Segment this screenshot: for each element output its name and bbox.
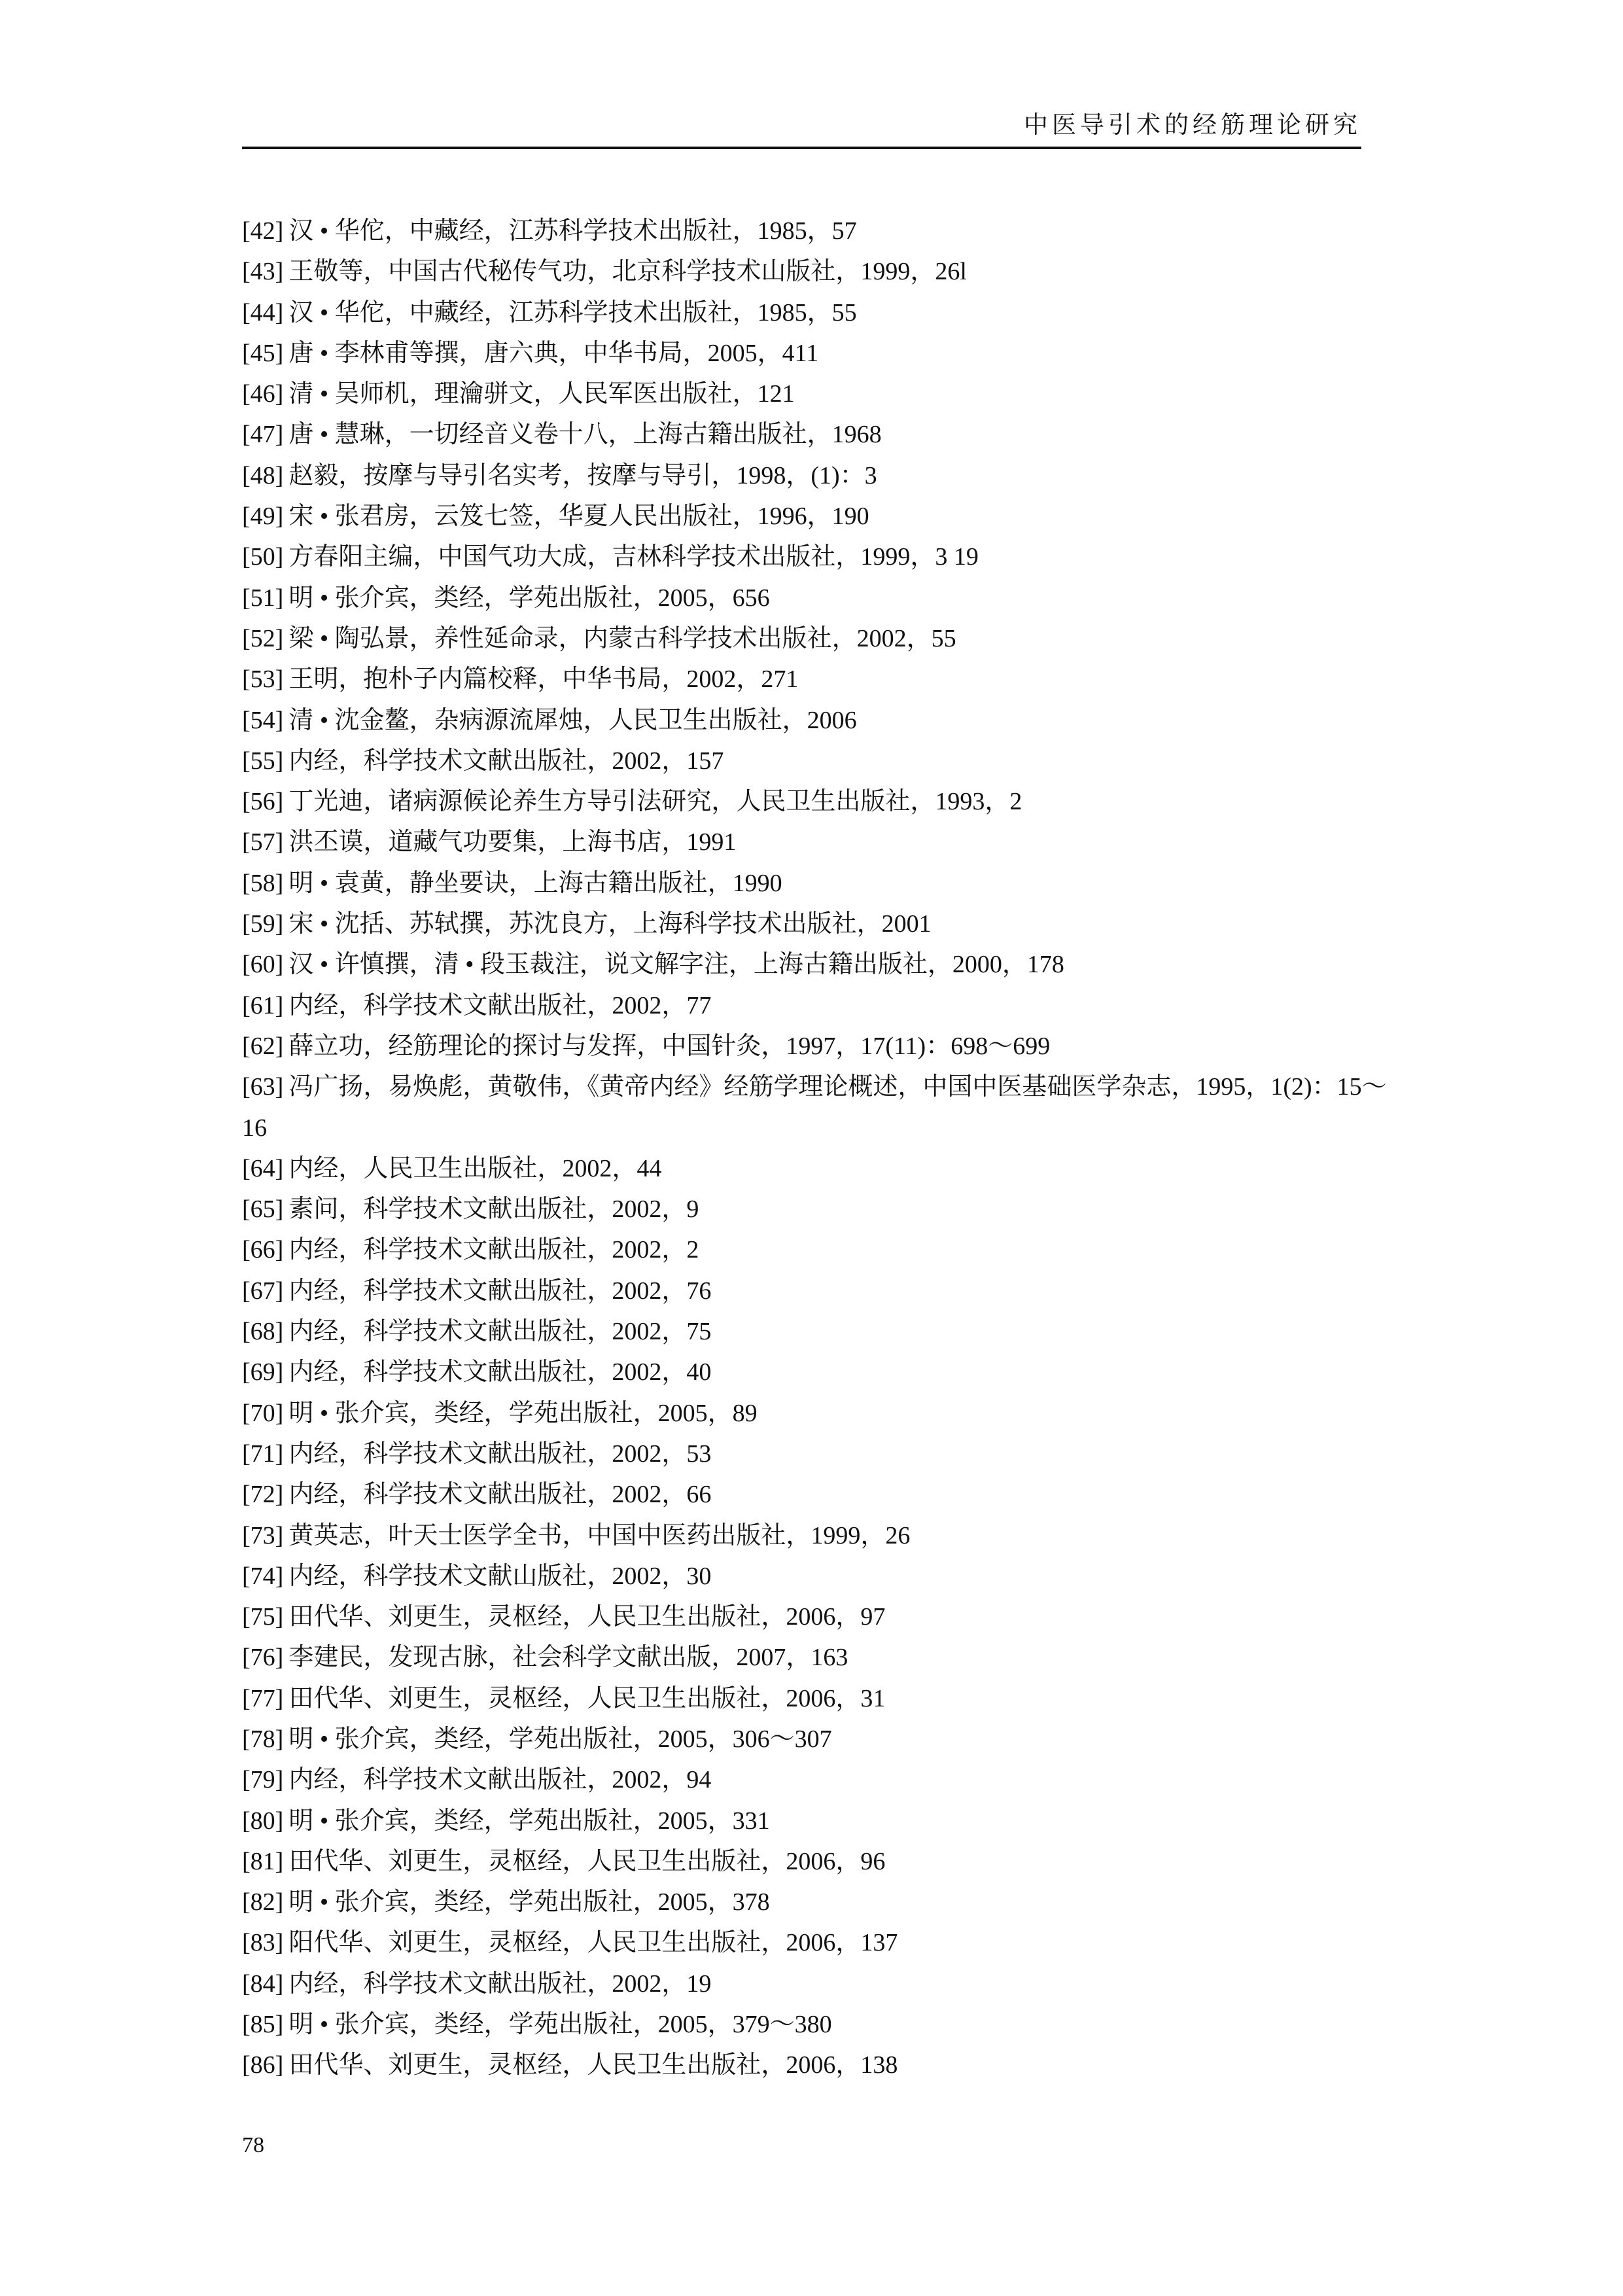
reference-item xyxy=(242,863,1406,904)
reference-item xyxy=(242,1637,1406,1678)
reference-item xyxy=(242,251,1406,292)
reference-item xyxy=(242,700,1406,741)
reference-number: [59] xyxy=(242,910,284,938)
reference-number: [44] xyxy=(242,298,284,327)
reference-number: [43] xyxy=(242,258,284,286)
reference-number: [63] xyxy=(242,1073,284,1101)
reference-item xyxy=(242,1719,1406,1759)
reference-number: [75] xyxy=(242,1603,284,1631)
reference-text: 内经，科学技术文献出版社，2002，76 xyxy=(288,1277,712,1305)
reference-text: 内经，科学技术文献出版社，2002，19 xyxy=(288,1969,712,1998)
reference-item xyxy=(242,1393,1406,1434)
reference-text: 王敬等，中国古代秘传气功，北京科学技术山版社，1999，26l xyxy=(288,258,967,286)
reference-list xyxy=(242,211,1406,2086)
reference-number: [79] xyxy=(242,1766,284,1794)
reference-number: [84] xyxy=(242,1969,284,1998)
running-header: 中医导引术的经筋理论研究 xyxy=(1024,111,1361,139)
reference-item xyxy=(242,1434,1406,1474)
reference-text: 素问，科学技术文献出版社，2002，9 xyxy=(288,1195,699,1224)
reference-number: [77] xyxy=(242,1684,284,1712)
reference-item xyxy=(242,1189,1406,1229)
reference-text: 汉 • 华佗，中藏经，江苏科学技术出版社，1985，55 xyxy=(288,298,857,327)
reference-text: 内经，科学技术文献山版社，2002，30 xyxy=(288,1562,712,1590)
reference-item xyxy=(242,537,1406,577)
reference-number: [54] xyxy=(242,706,284,734)
reference-text: 明 • 张介宾，类经，学苑出版社，2005，306～307 xyxy=(288,1725,832,1753)
reference-text: 田代华、刘更生，灵枢经，人民卫生出版社，2006，138 xyxy=(288,2051,898,2079)
reference-text: 清 • 沈金鳌，杂病源流犀烛，人民卫生出版社，2006 xyxy=(288,706,857,734)
reference-number: [64] xyxy=(242,1154,284,1182)
header-rule xyxy=(242,147,1361,149)
reference-number: [70] xyxy=(242,1399,284,1427)
reference-item xyxy=(242,1026,1406,1067)
reference-text: 汉 • 华佗，中藏经，江苏科学技术出版社，1985，57 xyxy=(288,217,857,245)
reference-number: [76] xyxy=(242,1644,284,1672)
reference-item xyxy=(242,618,1406,659)
reference-number: [68] xyxy=(242,1318,284,1346)
reference-item xyxy=(242,944,1406,985)
reference-number: [83] xyxy=(242,1929,284,1957)
reference-number: [52] xyxy=(242,624,284,652)
reference-text: 冯广扬，易焕彪，黄敬伟，《黄帝内经》经筋学理论概述，中国中医基础医学杂志，1995，1(2)：15～16 xyxy=(242,1073,1387,1142)
reference-text: 明 • 张介宾，类经，学苑出版社，2005，331 xyxy=(288,1807,770,1835)
reference-item xyxy=(242,1678,1406,1719)
reference-number: [67] xyxy=(242,1277,284,1305)
reference-text: 内经，科学技术文献出版社，2002，40 xyxy=(288,1358,712,1386)
reference-text: 唐 • 李林甫等撰，唐六典，中华书局，2005，411 xyxy=(288,339,819,367)
reference-number: [48] xyxy=(242,461,284,489)
reference-text: 内经，科学技术文献出版社，2002，75 xyxy=(288,1318,712,1346)
reference-item xyxy=(242,1148,1406,1189)
reference-item xyxy=(242,659,1406,699)
reference-item xyxy=(242,1352,1406,1392)
reference-number: [81] xyxy=(242,1847,284,1875)
reference-number: [78] xyxy=(242,1725,284,1753)
reference-text: 田代华、刘更生，灵枢经，人民卫生出版社，2006，96 xyxy=(288,1847,886,1875)
reference-item xyxy=(242,1759,1406,1800)
reference-text: 内经，人民卫生出版社，2002，44 xyxy=(288,1154,662,1182)
reference-item xyxy=(242,1882,1406,1922)
reference-text: 薛立功，经筋理论的探讨与发挥，中国针灸，1997，17(11)：698～699 xyxy=(288,1032,1051,1060)
reference-number: [69] xyxy=(242,1358,284,1386)
reference-number: [80] xyxy=(242,1807,284,1835)
reference-text: 田代华、刘更生，灵枢经，人民卫生出版社，2006，97 xyxy=(288,1603,886,1631)
reference-number: [49] xyxy=(242,503,284,531)
reference-text: 明 • 张介宾，类经，学苑出版社，2005，656 xyxy=(288,584,770,612)
reference-text: 宋 • 张君房，云笈七签，华夏人民出版社，1996，190 xyxy=(288,503,869,531)
reference-item xyxy=(242,1964,1406,2004)
reference-text: 汉 • 许慎撰，清 • 段玉裁注，说文解字注，上海古籍出版社，2000，178 xyxy=(288,951,1064,979)
reference-item xyxy=(242,333,1406,374)
reference-item xyxy=(242,578,1406,618)
reference-text: 明 • 张介宾，类经，学苑出版社，2005，89 xyxy=(288,1399,758,1427)
reference-number: [42] xyxy=(242,217,284,245)
reference-item xyxy=(242,496,1406,537)
reference-item xyxy=(242,1515,1406,1556)
reference-item xyxy=(242,1922,1406,1963)
reference-item xyxy=(242,1067,1406,1148)
reference-number: [47] xyxy=(242,421,284,449)
reference-text: 唐 • 慧琳，一切经音义卷十八，上海古籍出版社，1968 xyxy=(288,421,882,449)
reference-item xyxy=(242,822,1406,862)
reference-item xyxy=(242,1597,1406,1637)
reference-text: 内经，科学技术文献出版社，2002，66 xyxy=(288,1481,712,1509)
reference-text: 内经，科学技术文献出版社，2002，94 xyxy=(288,1766,712,1794)
reference-text: 阳代华、刘更生，灵枢经，人民卫生出版社，2006，137 xyxy=(288,1929,898,1957)
reference-item xyxy=(242,455,1406,496)
reference-text: 王明，抱朴子内篇校释，中华书局，2002，271 xyxy=(288,665,799,694)
reference-text: 丁光迪，诸病源候论养生方导引法研究，人民卫生出版社，1993，2 xyxy=(288,788,1022,816)
reference-text: 内经，科学技术文献出版社，2002，2 xyxy=(288,1236,699,1264)
reference-item xyxy=(242,1801,1406,1841)
reference-number: [72] xyxy=(242,1481,284,1509)
reference-number: [74] xyxy=(242,1562,284,1590)
reference-item xyxy=(242,211,1406,251)
reference-text: 清 • 吴师机，理瀹骈文，人民军医出版社，121 xyxy=(288,380,795,408)
page-number: 78 xyxy=(242,2133,264,2157)
reference-item xyxy=(242,1841,1406,1882)
reference-number: [50] xyxy=(242,543,284,571)
reference-item xyxy=(242,1556,1406,1597)
reference-item xyxy=(242,374,1406,414)
reference-number: [46] xyxy=(242,380,284,408)
reference-item xyxy=(242,414,1406,455)
reference-item xyxy=(242,1474,1406,1515)
reference-item xyxy=(242,1271,1406,1311)
reference-item xyxy=(242,1229,1406,1270)
reference-number: [58] xyxy=(242,869,284,897)
reference-text: 洪丕谟，道藏气功要集，上海书店，1991 xyxy=(288,828,737,857)
reference-number: [65] xyxy=(242,1195,284,1224)
reference-number: [56] xyxy=(242,788,284,816)
reference-text: 赵毅，按摩与导引名实考，按摩与导引，1998，(1)：3 xyxy=(288,461,877,489)
reference-number: [82] xyxy=(242,1888,284,1916)
reference-number: [57] xyxy=(242,828,284,857)
reference-number: [86] xyxy=(242,2051,284,2079)
reference-text: 内经，科学技术文献出版社，2002，77 xyxy=(288,991,712,1019)
reference-number: [62] xyxy=(242,1032,284,1060)
reference-item xyxy=(242,2004,1406,2045)
reference-number: [53] xyxy=(242,665,284,694)
reference-text: 宋 • 沈括、苏轼撰，苏沈良方，上海科学技术出版社，2001 xyxy=(288,910,932,938)
reference-text: 梁 • 陶弘景，养性延命录，内蒙古科学技术出版社，2002，55 xyxy=(288,624,956,652)
reference-text: 明 • 袁黄，静坐要诀，上海古籍出版社，1990 xyxy=(288,869,782,897)
reference-number: [85] xyxy=(242,2011,284,2039)
reference-number: [60] xyxy=(242,951,284,979)
reference-number: [51] xyxy=(242,584,284,612)
reference-number: [73] xyxy=(242,1521,284,1549)
reference-text: 田代华、刘更生，灵枢经，人民卫生出版社，2006，31 xyxy=(288,1684,886,1712)
reference-number: [71] xyxy=(242,1439,284,1468)
reference-text: 黄英志，叶天士医学全书，中国中医药出版社，1999，26 xyxy=(288,1521,911,1549)
reference-item xyxy=(242,904,1406,944)
reference-item xyxy=(242,2045,1406,2085)
reference-number: [61] xyxy=(242,991,284,1019)
reference-item xyxy=(242,985,1406,1026)
reference-text: 明 • 张介宾，类经，学苑出版社，2005，379～380 xyxy=(288,2011,832,2039)
reference-text: 内经，科学技术文献出版社，2002，157 xyxy=(288,747,724,775)
reference-text: 李建民，发现古脉，社会科学文献出版，2007，163 xyxy=(288,1644,848,1672)
reference-number: [66] xyxy=(242,1236,284,1264)
reference-item xyxy=(242,741,1406,781)
reference-item xyxy=(242,781,1406,822)
reference-text: 明 • 张介宾，类经，学苑出版社，2005，378 xyxy=(288,1888,770,1916)
reference-item xyxy=(242,1311,1406,1352)
reference-text: 内经，科学技术文献出版社，2002，53 xyxy=(288,1439,712,1468)
reference-item xyxy=(242,292,1406,333)
reference-number: [55] xyxy=(242,747,284,775)
reference-text: 方春阳主编，中国气功大成，吉林科学技术出版社，1999，3 19 xyxy=(288,543,979,571)
reference-number: [45] xyxy=(242,339,284,367)
